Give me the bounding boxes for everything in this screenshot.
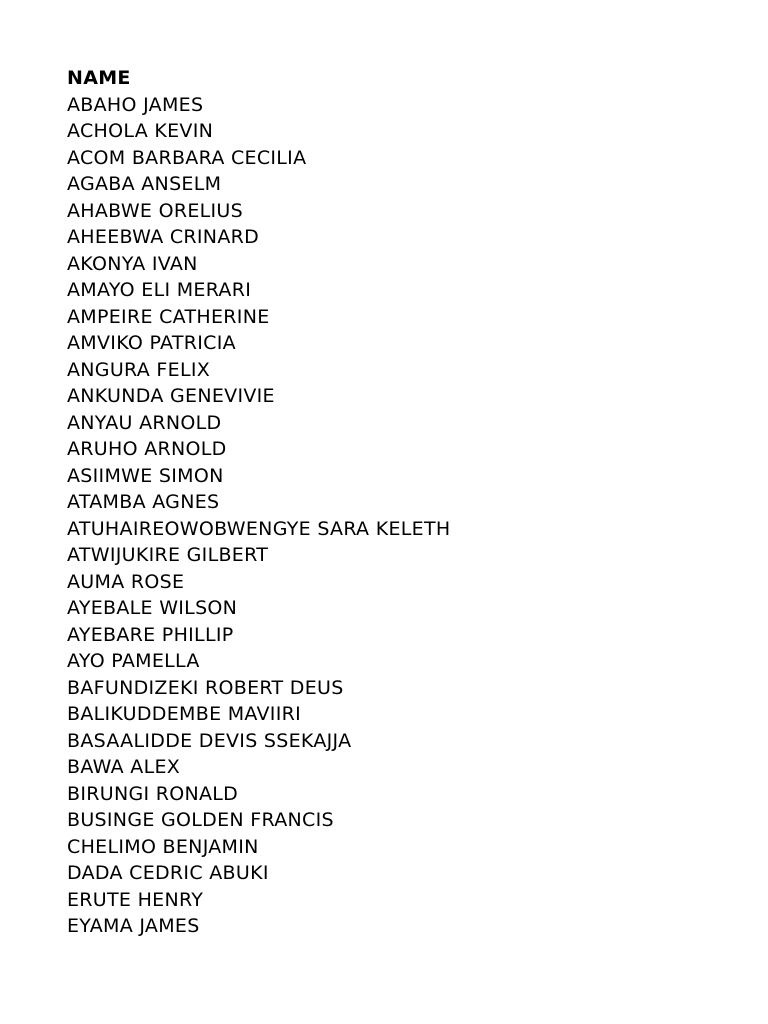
name-list [67,65,450,940]
name-row: AMVIKO PATRICIA [67,332,236,354]
name-row: CHELIMO BENJAMIN [67,835,259,858]
name-row: AMAYO ELI MERARI [67,279,252,301]
name-row: ABAHO JAMES [67,93,204,116]
name-row: AHEEBWA CRINARD [67,226,260,248]
name-row: ANGURA FELIX [67,358,211,381]
name-row: BUSINGE GOLDEN FRANCIS [67,809,334,831]
name-row: ACOM BARBARA CECILIA [67,146,307,169]
name-row: ERUTE HENRY [67,888,204,911]
name-row: ANKUNDA GENEVIVIE [67,385,275,407]
name-row: AYEBALE WILSON [67,597,238,619]
name-row: BAWA ALEX [67,756,181,778]
name-row: ATAMBA AGNES [67,491,220,513]
name-row: ATUHAIREOWOBWENGYE SARA KELETH [67,517,451,540]
name-row: AKONYA IVAN [67,252,198,275]
name-row: AGABA ANSELM [67,173,222,195]
name-row: ANYAU ARNOLD [67,411,222,434]
name-row: AYEBARE PHILLIP [67,623,234,646]
name-row: AUMA ROSE [67,570,185,593]
name-row: ACHOLA KEVIN [67,120,214,142]
name-row: BAFUNDIZEKI ROBERT DEUS [67,676,344,699]
name-row: DADA CEDRIC ABUKI [67,862,269,884]
name-row: ARUHO ARNOLD [67,438,227,460]
name-row: AHABWE ORELIUS [67,199,243,222]
name-row: BALIKUDDEMBE MAVIIRI [67,703,301,725]
name-row: ATWIJUKIRE GILBERT [67,544,269,566]
name-row: EYAMA JAMES [67,915,200,937]
column-header: NAME [67,67,131,89]
name-row: ASIIMWE SIMON [67,464,224,487]
name-row: BIRUNGI RONALD [67,782,239,805]
name-row: AYO PAMELLA [67,650,200,672]
name-row: BASAALIDDE DEVIS SSEKAJJA [67,729,352,752]
name-row: AMPEIRE CATHERINE [67,305,270,328]
